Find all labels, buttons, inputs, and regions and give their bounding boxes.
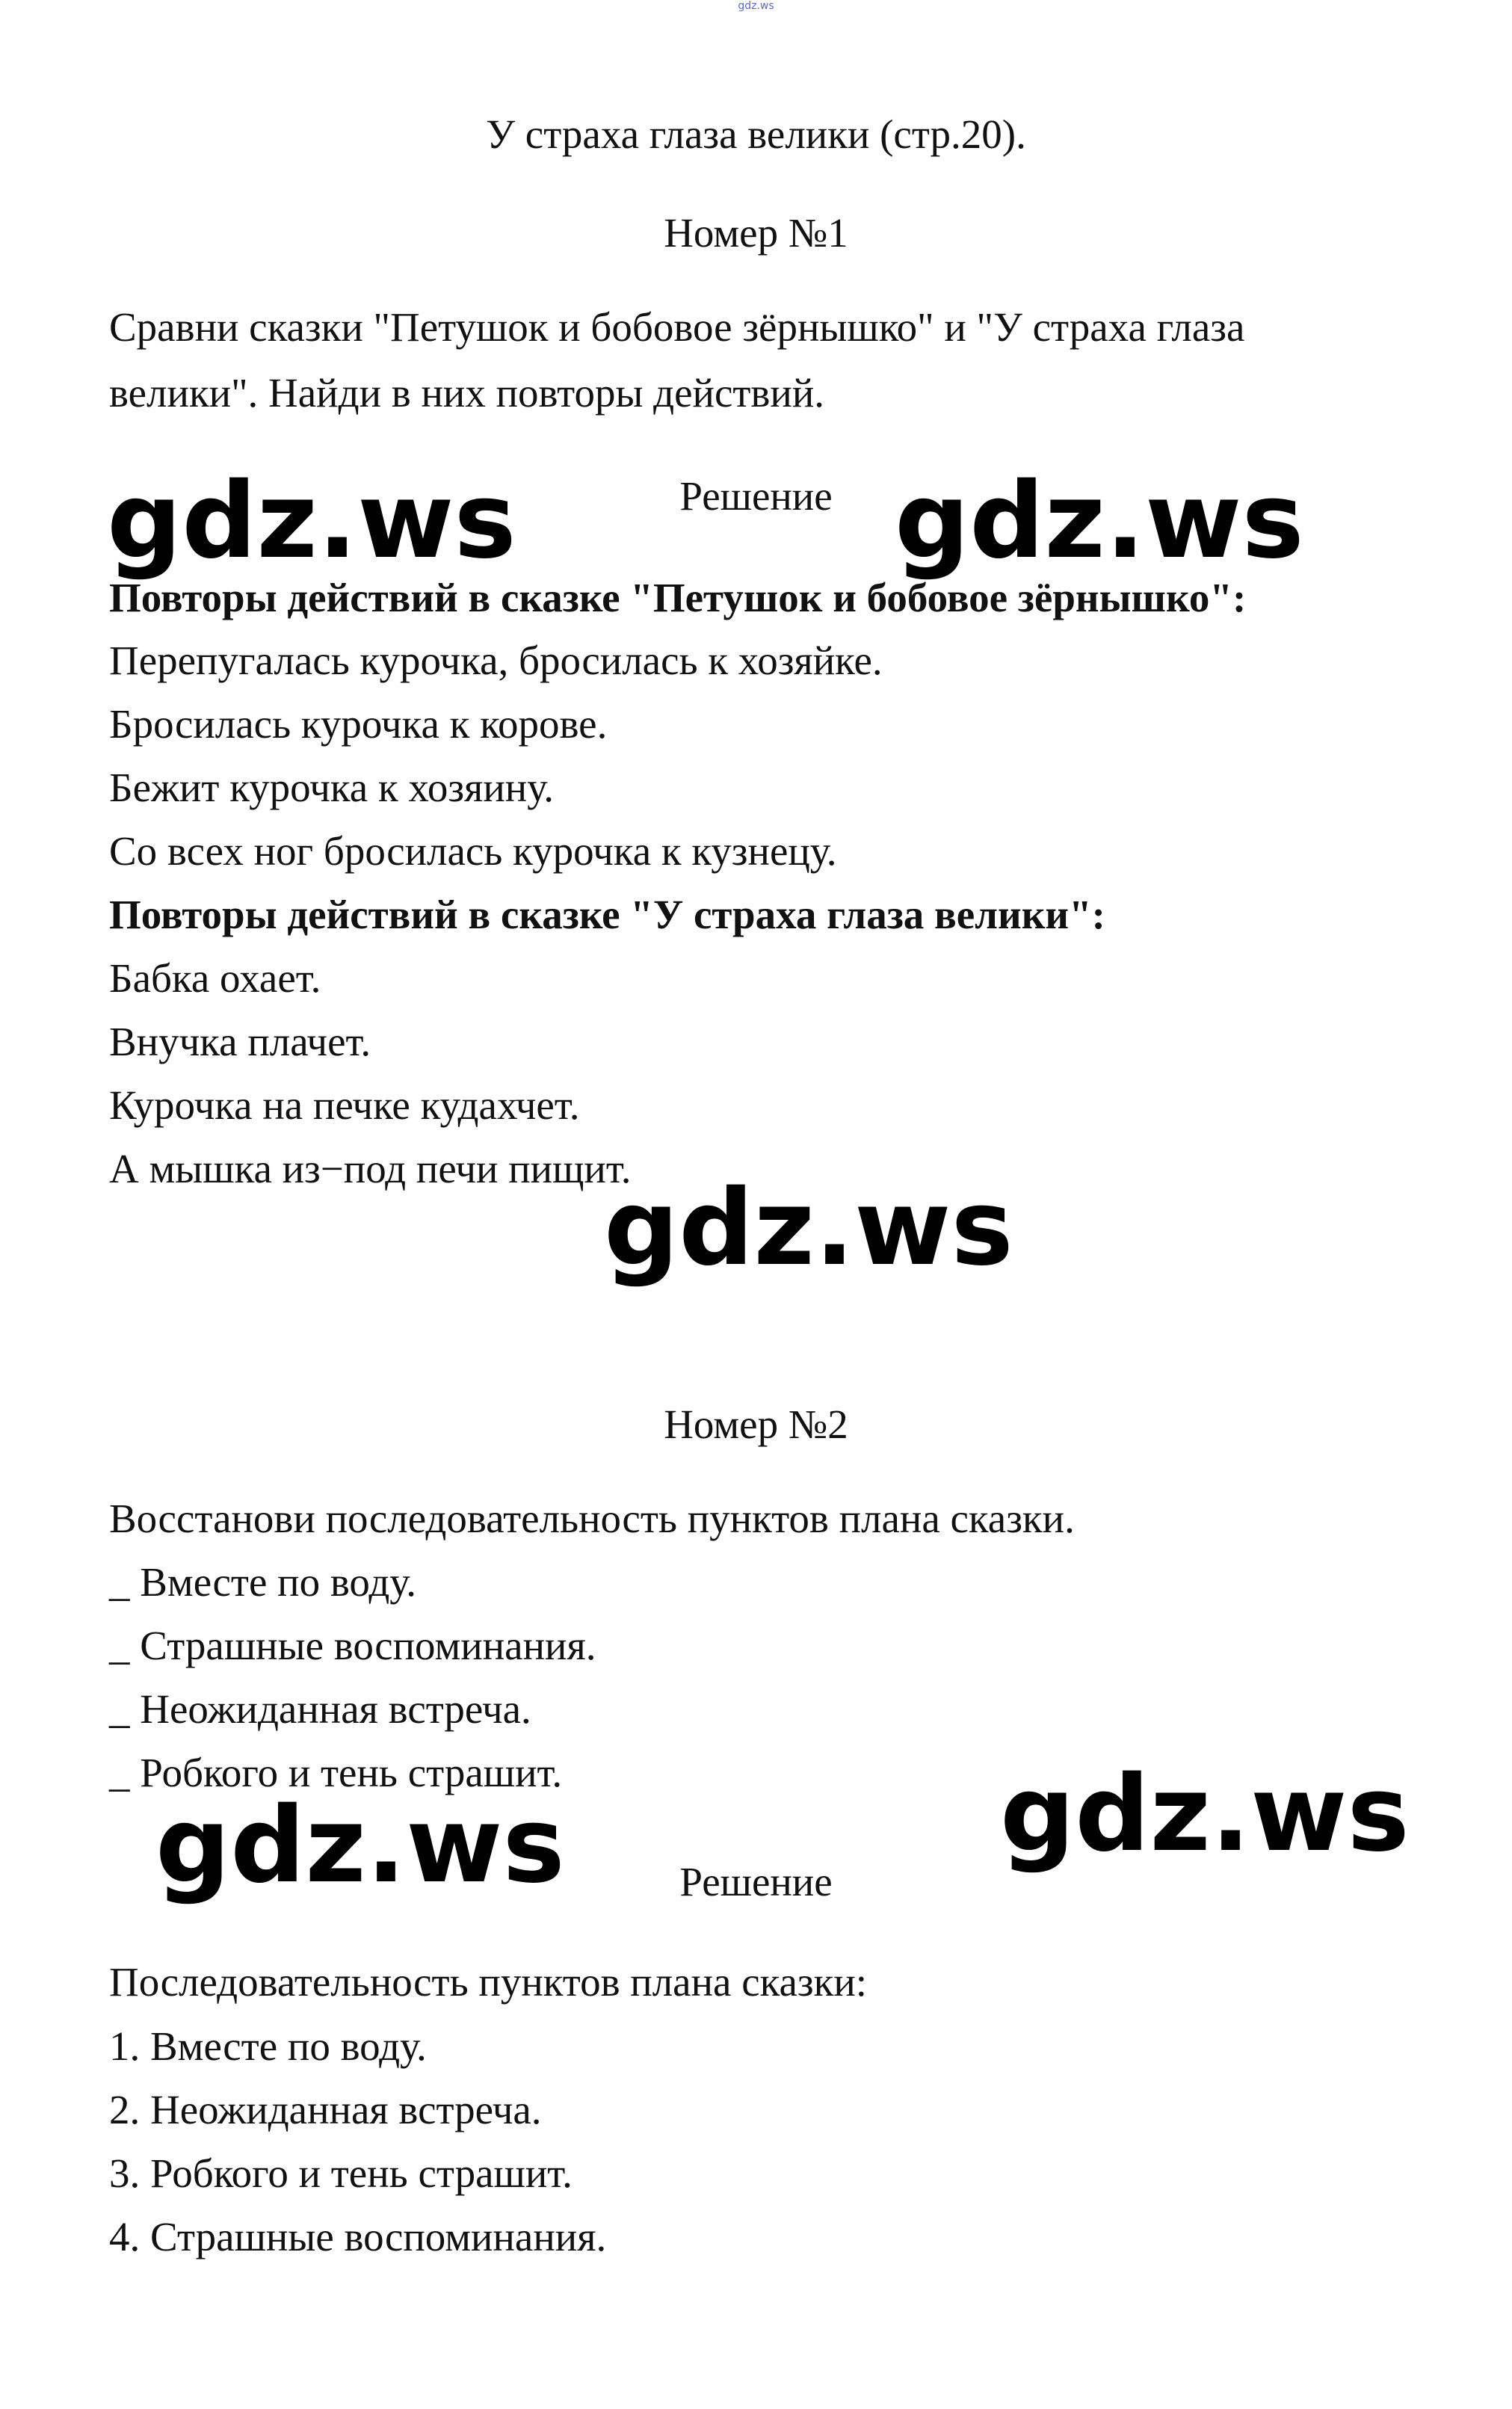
- task1-section1-heading: Повторы действий в сказке "Петушок и бобовое зёрнышко":: [109, 575, 1247, 620]
- task2-heading: Номер №2: [664, 1401, 848, 1447]
- task2-solution-label: Решение: [679, 1859, 833, 1904]
- task2-item-2: _ Страшные воспоминания.: [109, 1623, 596, 1668]
- page-title: У страха глаза велики (стр.20).: [486, 111, 1026, 157]
- task2-item-3: _ Неожиданная встреча.: [109, 1686, 531, 1732]
- task2-answer-line-3: 3. Робкого и тень страшит.: [109, 2150, 573, 2196]
- task2-question: Восстанови последовательность пунктов плана сказки.: [109, 1496, 1075, 1541]
- watermark-gdz-1: gdz.ws: [107, 460, 516, 582]
- task1-question-line-1: Сравни сказки "Петушок и бобовое зёрнышко" и "У страха глаза: [109, 304, 1245, 350]
- task1-section2-heading: Повторы действий в сказке "У страха глаза велики":: [109, 892, 1105, 937]
- task1-section2-line-3: Курочка на печке кудахчет.: [109, 1082, 580, 1128]
- task2-item-1: _ Вместе по воду.: [109, 1559, 417, 1605]
- task1-solution-label: Решение: [679, 473, 833, 519]
- task1-heading: Номер №1: [664, 210, 848, 256]
- task1-section2-line-4: А мышка из−под печи пищит.: [109, 1146, 632, 1191]
- header-watermark: gdz.ws: [738, 0, 774, 12]
- task1-section2-line-2: Внучка плачет.: [109, 1019, 371, 1064]
- watermark-gdz-5: gdz.ws: [155, 1785, 565, 1907]
- watermark-gdz-2: gdz.ws: [895, 460, 1304, 582]
- task2-answer-line-4: 4. Страшные воспоминания.: [109, 2214, 607, 2260]
- task2-answer-line-1: 1. Вместе по воду.: [109, 2023, 427, 2069]
- watermark-gdz-4: gdz.ws: [1000, 1753, 1410, 1875]
- task1-section1-line-1: Перепугалась курочка, бросилась к хозяйке.: [109, 638, 883, 683]
- task2-answer-heading: Последовательность пунктов плана сказки:: [109, 1959, 868, 2005]
- task2-item-4: _ Робкого и тень страшит.: [109, 1750, 563, 1795]
- task1-question-line-2: велики". Найди в них повторы действий.: [109, 370, 825, 416]
- watermark-gdz-3: gdz.ws: [604, 1168, 1013, 1289]
- task2-answer-line-2: 2. Неожиданная встреча.: [109, 2087, 542, 2132]
- task1-section2-line-1: Бабка охает.: [109, 955, 321, 1001]
- task1-section1-line-3: Бежит курочка к хозяину.: [109, 765, 554, 810]
- task1-section1-line-2: Бросилась курочка к корове.: [109, 701, 608, 747]
- task1-section1-line-4: Со всех ног бросилась курочка к кузнецу.: [109, 828, 837, 874]
